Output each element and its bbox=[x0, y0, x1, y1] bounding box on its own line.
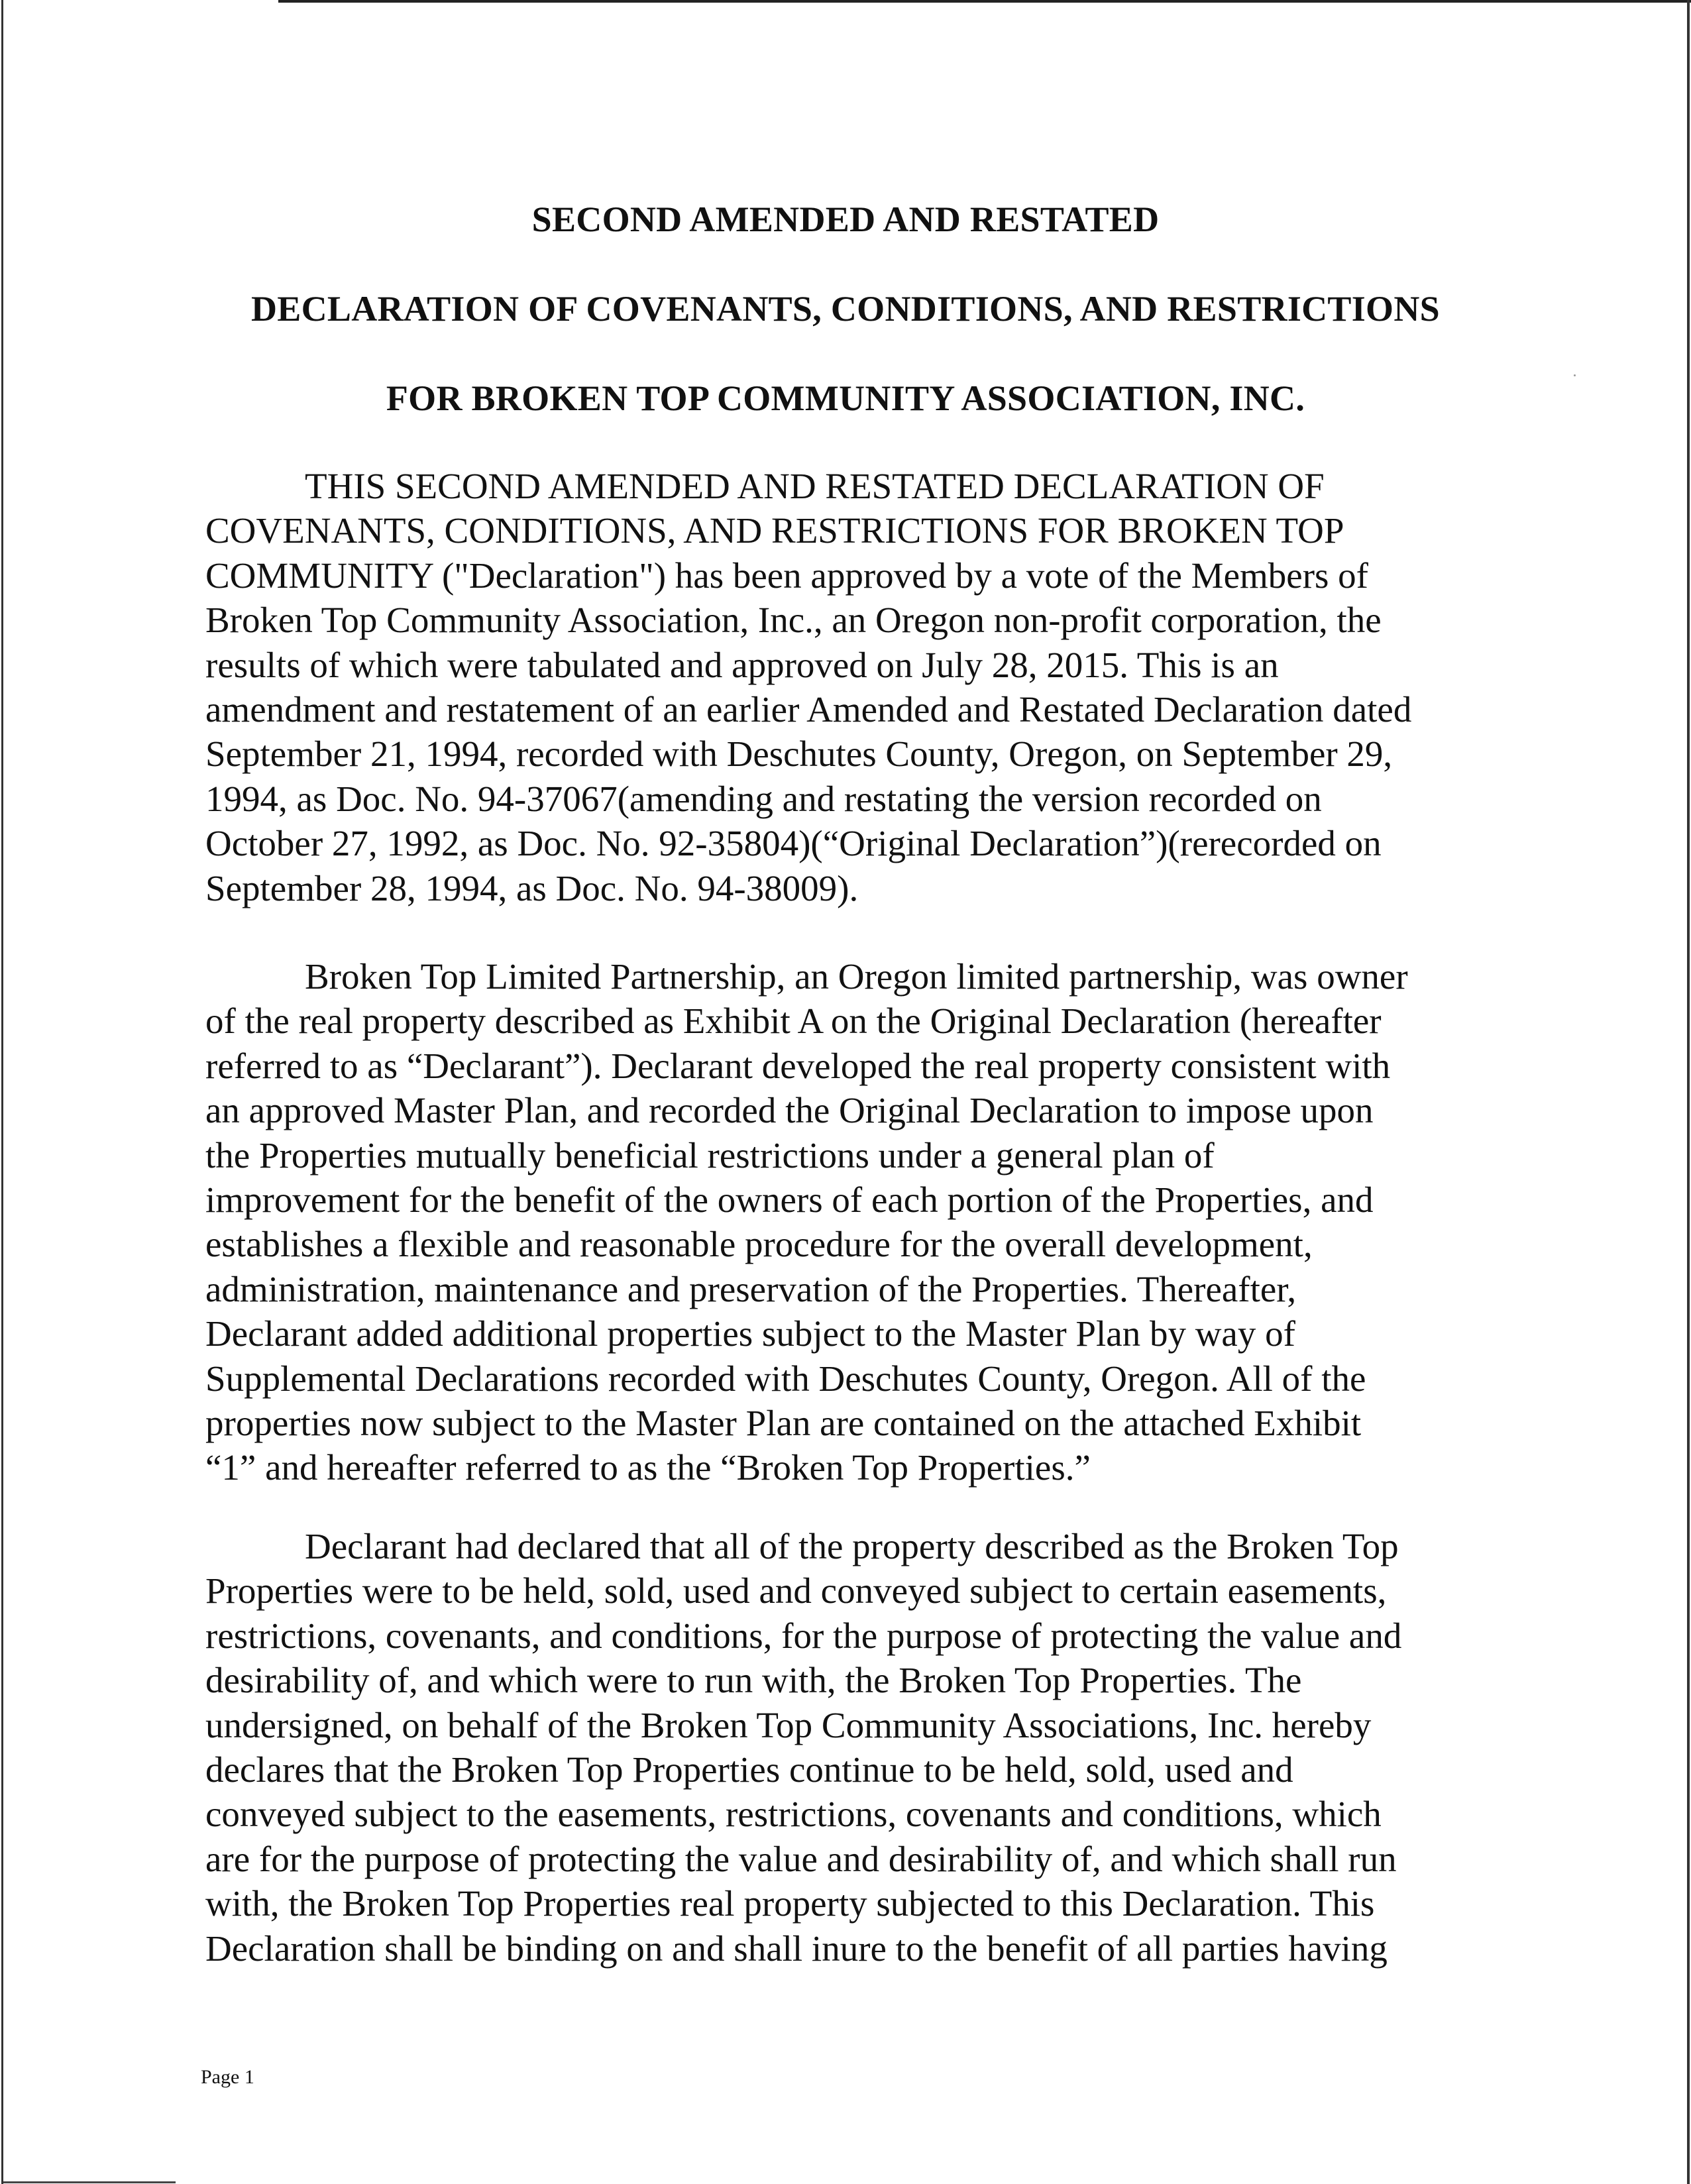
document-title-line-1: SECOND AMENDED AND RESTATED bbox=[531, 199, 1160, 239]
scan-speck bbox=[1574, 374, 1576, 376]
paragraph-line: Supplemental Declarations recorded with Deschutes County, Oregon. All of the bbox=[205, 1358, 1366, 1399]
paragraph-line: an approved Master Plan, and recorded the Original Declaration to impose upon bbox=[205, 1090, 1374, 1131]
paragraph-line: conveyed subject to the easements, restrictions, covenants and conditions, which bbox=[205, 1794, 1382, 1835]
paragraph-line: undersigned, on behalf of the Broken Top Community Associations, Inc. hereby bbox=[205, 1704, 1372, 1745]
paragraph-line: amendment and restatement of an earlier Amended and Restated Declaration dated bbox=[205, 688, 1412, 730]
paragraph-covenants-binding bbox=[205, 1524, 1504, 1971]
paragraph-line: Broken Top Limited Partnership, an Oregon limited partnership, was owner bbox=[305, 956, 1408, 997]
paragraph-line: Declarant added additional properties subject to the Master Plan by way of bbox=[205, 1313, 1295, 1354]
paragraph-line: with, the Broken Top Properties real property subjected to this Declaration. This bbox=[205, 1883, 1375, 1924]
paragraph-line: declares that the Broken Top Properties continue to be held, sold, used and bbox=[205, 1749, 1293, 1790]
scan-border-bottom bbox=[3, 2181, 176, 2183]
paragraph-line: properties now subject to the Master Plan are contained on the attached Exhibit bbox=[205, 1402, 1362, 1443]
paragraph-line: October 27, 1992, as Doc. No. 92-35804)(“Original Declaration”)(rerecorded on bbox=[205, 823, 1382, 864]
paragraph-line: establishes a flexible and reasonable procedure for the overall development, bbox=[205, 1224, 1313, 1265]
paragraph-line: restrictions, covenants, and conditions, for the purpose of protecting the value and bbox=[205, 1615, 1402, 1656]
paragraph-line: the Properties mutually beneficial restrictions under a general plan of bbox=[205, 1134, 1215, 1175]
paragraph-line: September 21, 1994, recorded with Deschutes County, Oregon, on September 29, bbox=[205, 734, 1393, 775]
document-title-line-2: DECLARATION OF COVENANTS, CONDITIONS, AND RESTRICTIONS bbox=[250, 289, 1440, 329]
paragraph-line: September 28, 1994, as Doc. No. 94-38009). bbox=[205, 867, 859, 908]
paragraph-line: COVENANTS, CONDITIONS, AND RESTRICTIONS FOR BROKEN TOP bbox=[205, 510, 1344, 551]
paragraph-line: 1994, as Doc. No. 94-37067(amending and restating the version recorded on bbox=[205, 778, 1322, 819]
paragraph-declarant-background bbox=[205, 954, 1504, 1490]
scan-border-top bbox=[278, 0, 1691, 3]
paragraph-line: “1” and hereafter referred to as the “Broken Top Properties.” bbox=[205, 1447, 1091, 1488]
paragraph-line: Properties were to be held, sold, used and conveyed subject to certain easements, bbox=[205, 1570, 1387, 1611]
paragraph-line: Broken Top Community Association, Inc., an Oregon non-profit corporation, the bbox=[205, 600, 1382, 641]
paragraph-line: Declarant had declared that all of the property described as the Broken Top bbox=[305, 1526, 1399, 1566]
page-number: Page 1 bbox=[201, 2066, 254, 2088]
paragraph-line: administration, maintenance and preservation of the Properties. Thereafter, bbox=[205, 1268, 1297, 1309]
paragraph-line: COMMUNITY ("Declaration") has been approved by a vote of the Members of bbox=[205, 555, 1368, 596]
paragraph-line: are for the purpose of protecting the value and desirability of, and which shall run bbox=[205, 1838, 1397, 1879]
paragraph-line: desirability of, and which were to run with, the Broken Top Properties. The bbox=[205, 1660, 1302, 1701]
paragraph-line: THIS SECOND AMENDED AND RESTATED DECLARATION OF bbox=[305, 466, 1325, 506]
paragraph-declaration-approval bbox=[205, 464, 1504, 910]
paragraph-line: results of which were tabulated and approved on July 28, 2015. This is an bbox=[205, 644, 1279, 685]
paragraph-line: improvement for the benefit of the owners of each portion of the Properties, and bbox=[205, 1179, 1374, 1220]
paragraph-line: referred to as “Declarant”). Declarant developed the real property consistent with bbox=[205, 1045, 1391, 1086]
paragraph-line: of the real property described as Exhibit A on the Original Declaration (hereafter bbox=[205, 1001, 1382, 1042]
paragraph-line: Declaration shall be binding on and shall inure to the benefit of all parties having bbox=[205, 1928, 1388, 1969]
document-title-line-3: FOR BROKEN TOP COMMUNITY ASSOCIATION, INC. bbox=[386, 378, 1305, 418]
